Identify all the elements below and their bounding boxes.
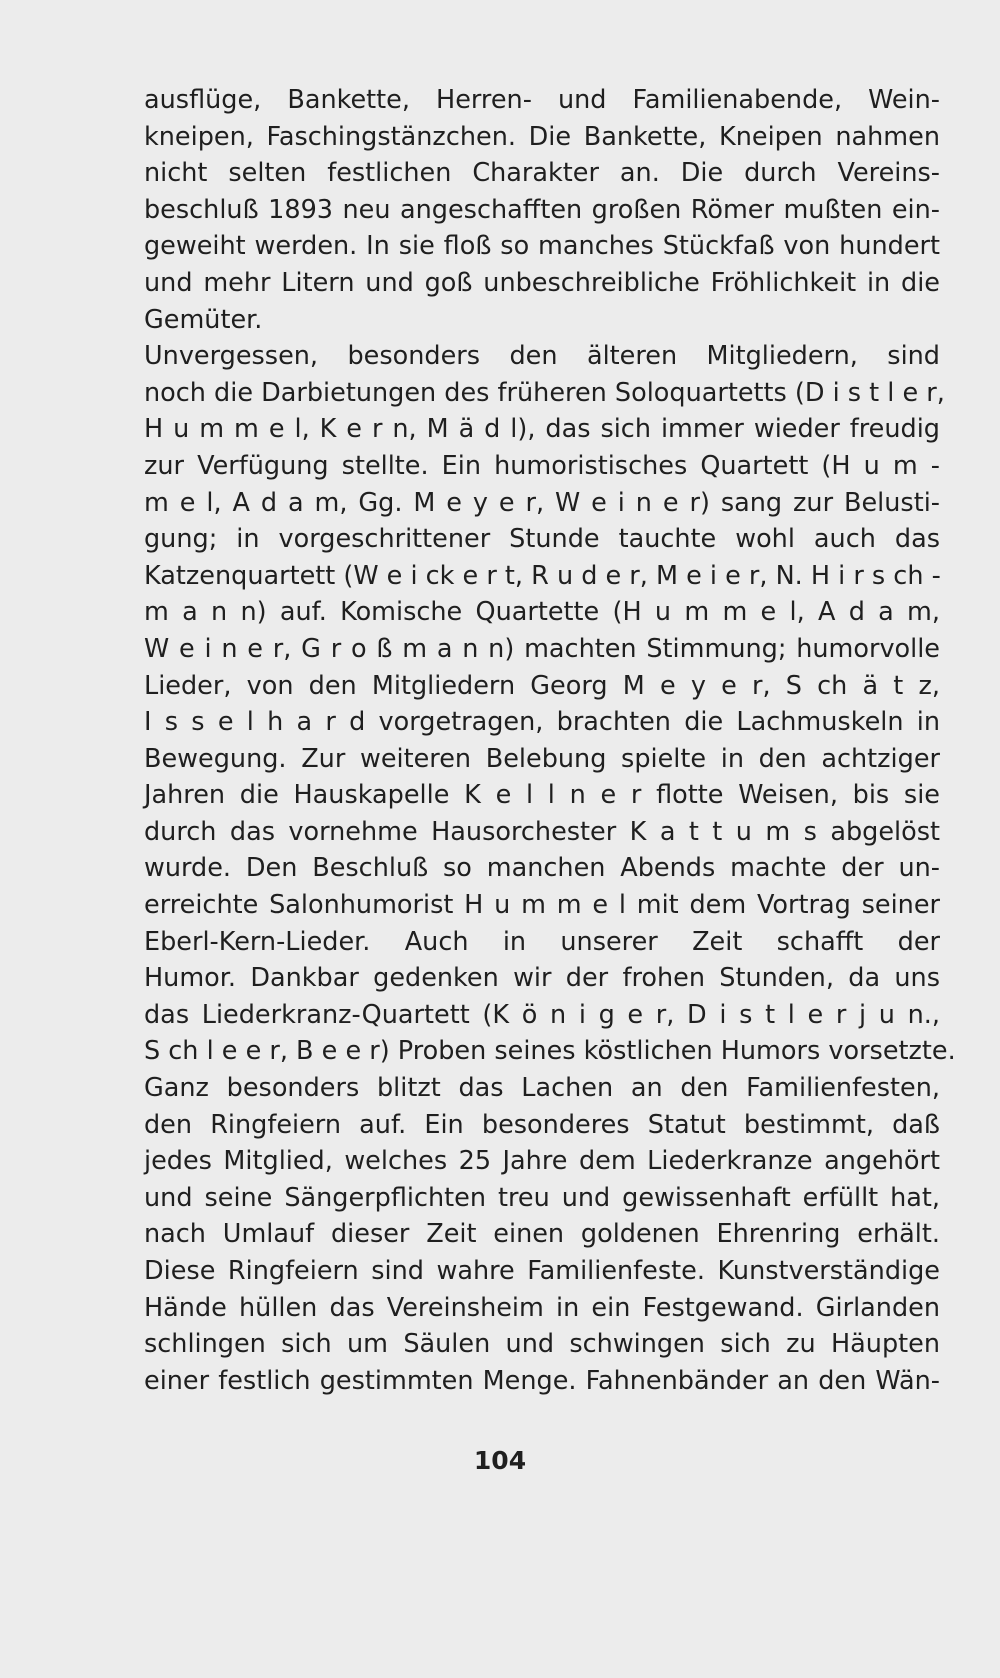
text-line: Eberl-Kern-Lieder. Auch in unserer Zeit schafft der (144, 926, 940, 957)
text-line: gung; in vorgeschrittener Stunde tauchte wohl auch das (144, 524, 940, 555)
text-line: H u m m e l, K e r n, M ä d l), das sich immer wieder freudig (144, 414, 940, 445)
text-line: schlingen sich um Säulen und schwingen sich zu Häupten (144, 1329, 940, 1360)
text-line: wurde. Den Beschluß so manchen Abends machte der un- (144, 853, 940, 884)
text-line: durch das vornehme Hausorchester K a t t u m s abgelöst (144, 816, 940, 847)
text-line: nicht selten festlichen Charakter an. Die durch Vereins- (144, 158, 940, 189)
text-line: kneipen, Faschingstänzchen. Die Bankette, Kneipen nahmen (144, 121, 940, 152)
text-line: Jahren die Hauskapelle K e l l n e r flotte Weisen, bis sie (144, 780, 940, 811)
text-line: beschluß 1893 neu angeschafften großen Römer mußten ein- (144, 194, 940, 225)
text-line: jedes Mitglied, welches 25 Jahre dem Liederkranze angehört (144, 1146, 940, 1177)
text-line: Humor. Dankbar gedenken wir der frohen Stunden, da uns (144, 963, 940, 994)
text-line: erreichte Salonhumorist H u m m e l mit dem Vortrag seiner (144, 890, 940, 921)
text-line: Hände hüllen das Vereinsheim in ein Festgewand. Girlanden (144, 1292, 940, 1323)
page-number: 104 (473, 1446, 527, 1475)
text-line: m a n n) auf. Komische Quartette (H u m m e l, A d a m, (144, 597, 940, 628)
text-line: Unvergessen, besonders den älteren Mitgliedern, sind (144, 341, 940, 372)
text-line: den Ringfeiern auf. Ein besonderes Statut bestimmt, daß (144, 1109, 940, 1140)
text-line: zur Verfügung stellte. Ein humoristisches Quartett (H u m - (144, 450, 940, 481)
text-line: geweiht werden. In sie floß so manches Stückfaß von hundert (144, 231, 940, 262)
text-line: Lieder, von den Mitgliedern Georg M e y e r, S ch ä t z, (144, 670, 940, 701)
text-line: Ganz besonders blitzt das Lachen an den Familienfesten, (144, 1073, 940, 1104)
text-line: nach Umlauf dieser Zeit einen goldenen Ehrenring erhält. (144, 1219, 940, 1250)
text-line: Diese Ringfeiern sind wahre Familienfeste. Kunstverständige (144, 1256, 940, 1286)
text-line: und seine Sängerpflichten treu und gewissenhaft erfüllt hat, (144, 1182, 940, 1213)
text-line: Gemüter. (144, 304, 263, 335)
text-line: einer festlich gestimmten Menge. Fahnenbänder an den Wän- (144, 1365, 940, 1396)
body-text (144, 82, 956, 1399)
text-line: Bewegung. Zur weiteren Belebung spielte in den achtziger (144, 743, 940, 774)
text-line: noch die Darbietungen des früheren Soloquartetts (D i s t l e r, (144, 377, 945, 408)
text-line: ausflüge, Bankette, Herren- und Familienabende, Wein- (144, 85, 940, 115)
text-line: W e i n e r, G r o ß m a n n) machten Stimmung; humorvolle (144, 633, 940, 664)
text-line: S ch l e e r, B e e r) Proben seines köstlichen Humors vorsetzte. (144, 1036, 956, 1067)
text-line: das Liederkranz-Quartett (K ö n i g e r, D i s t l e r j u n., (144, 999, 940, 1030)
text-line: I s s e l h a r d vorgetragen, brachten die Lachmuskeln in (144, 707, 940, 738)
text-line: Katzenquartett (W e i ck e r t, R u d e r, M e i e r, N. H i r s ch - (144, 560, 941, 591)
text-line: m e l, A d a m, Gg. M e y e r, W e i n e r) sang zur Belusti- (144, 487, 940, 518)
text-line: und mehr Litern und goß unbeschreibliche Fröhlichkeit in die (144, 267, 940, 298)
